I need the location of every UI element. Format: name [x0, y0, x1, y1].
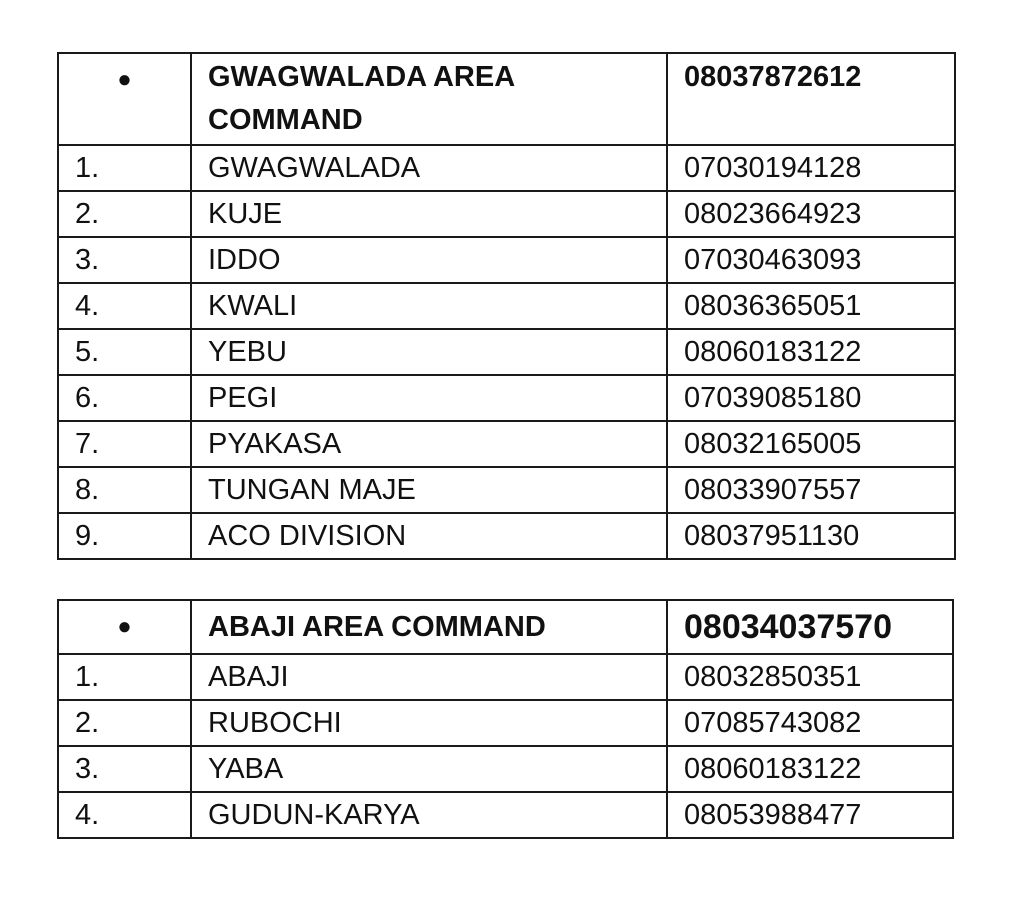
row-number: 9. [58, 513, 191, 559]
row-number: 7. [58, 421, 191, 467]
division-name: KWALI [191, 283, 667, 329]
table-header-row [58, 53, 955, 145]
row-number: 5. [58, 329, 191, 375]
row-number: 8. [58, 467, 191, 513]
area-command-name: ABAJI AREA COMMAND [191, 600, 667, 654]
area-command-phone: 08037872612 [667, 53, 955, 145]
division-name: PYAKASA [191, 421, 667, 467]
division-phone: 08032850351 [667, 654, 953, 700]
area-command-phone: 08034037570 [667, 600, 953, 654]
division-phone: 07085743082 [667, 700, 953, 746]
division-phone: 08036365051 [667, 283, 955, 329]
table-row [58, 421, 955, 467]
row-number: 4. [58, 283, 191, 329]
gwagwalada-command-table [57, 52, 956, 560]
division-name: KUJE [191, 191, 667, 237]
row-number: 2. [58, 700, 191, 746]
row-number: 1. [58, 145, 191, 191]
table-row [58, 375, 955, 421]
table-row [58, 792, 953, 838]
table-row [58, 237, 955, 283]
table-row [58, 654, 953, 700]
division-name: YABA [191, 746, 667, 792]
division-name: ACO DIVISION [191, 513, 667, 559]
row-number: 3. [58, 237, 191, 283]
division-name: IDDO [191, 237, 667, 283]
row-number: 6. [58, 375, 191, 421]
bullet-icon: ● [58, 53, 191, 145]
division-phone: 08023664923 [667, 191, 955, 237]
division-phone: 07030463093 [667, 237, 955, 283]
division-phone: 07039085180 [667, 375, 955, 421]
row-number: 2. [58, 191, 191, 237]
abaji-command-table [57, 599, 954, 839]
row-number: 4. [58, 792, 191, 838]
table-row [58, 513, 955, 559]
table-row [58, 700, 953, 746]
division-phone: 08032165005 [667, 421, 955, 467]
division-phone: 07030194128 [667, 145, 955, 191]
division-name: PEGI [191, 375, 667, 421]
table-row [58, 467, 955, 513]
division-name: GUDUN-KARYA [191, 792, 667, 838]
table-row [58, 191, 955, 237]
division-name: GWAGWALADA [191, 145, 667, 191]
division-name: TUNGAN MAJE [191, 467, 667, 513]
table-row [58, 746, 953, 792]
table-header-row [58, 600, 953, 654]
division-name: RUBOCHI [191, 700, 667, 746]
division-phone: 08060183122 [667, 746, 953, 792]
row-number: 1. [58, 654, 191, 700]
division-name: ABAJI [191, 654, 667, 700]
area-command-name: GWAGWALADA AREA COMMAND [191, 53, 667, 145]
division-phone: 08053988477 [667, 792, 953, 838]
bullet-icon: ● [58, 600, 191, 654]
row-number: 3. [58, 746, 191, 792]
division-phone: 08037951130 [667, 513, 955, 559]
table-row [58, 283, 955, 329]
table-row [58, 329, 955, 375]
division-name: YEBU [191, 329, 667, 375]
division-phone: 08060183122 [667, 329, 955, 375]
table-row [58, 145, 955, 191]
division-phone: 08033907557 [667, 467, 955, 513]
